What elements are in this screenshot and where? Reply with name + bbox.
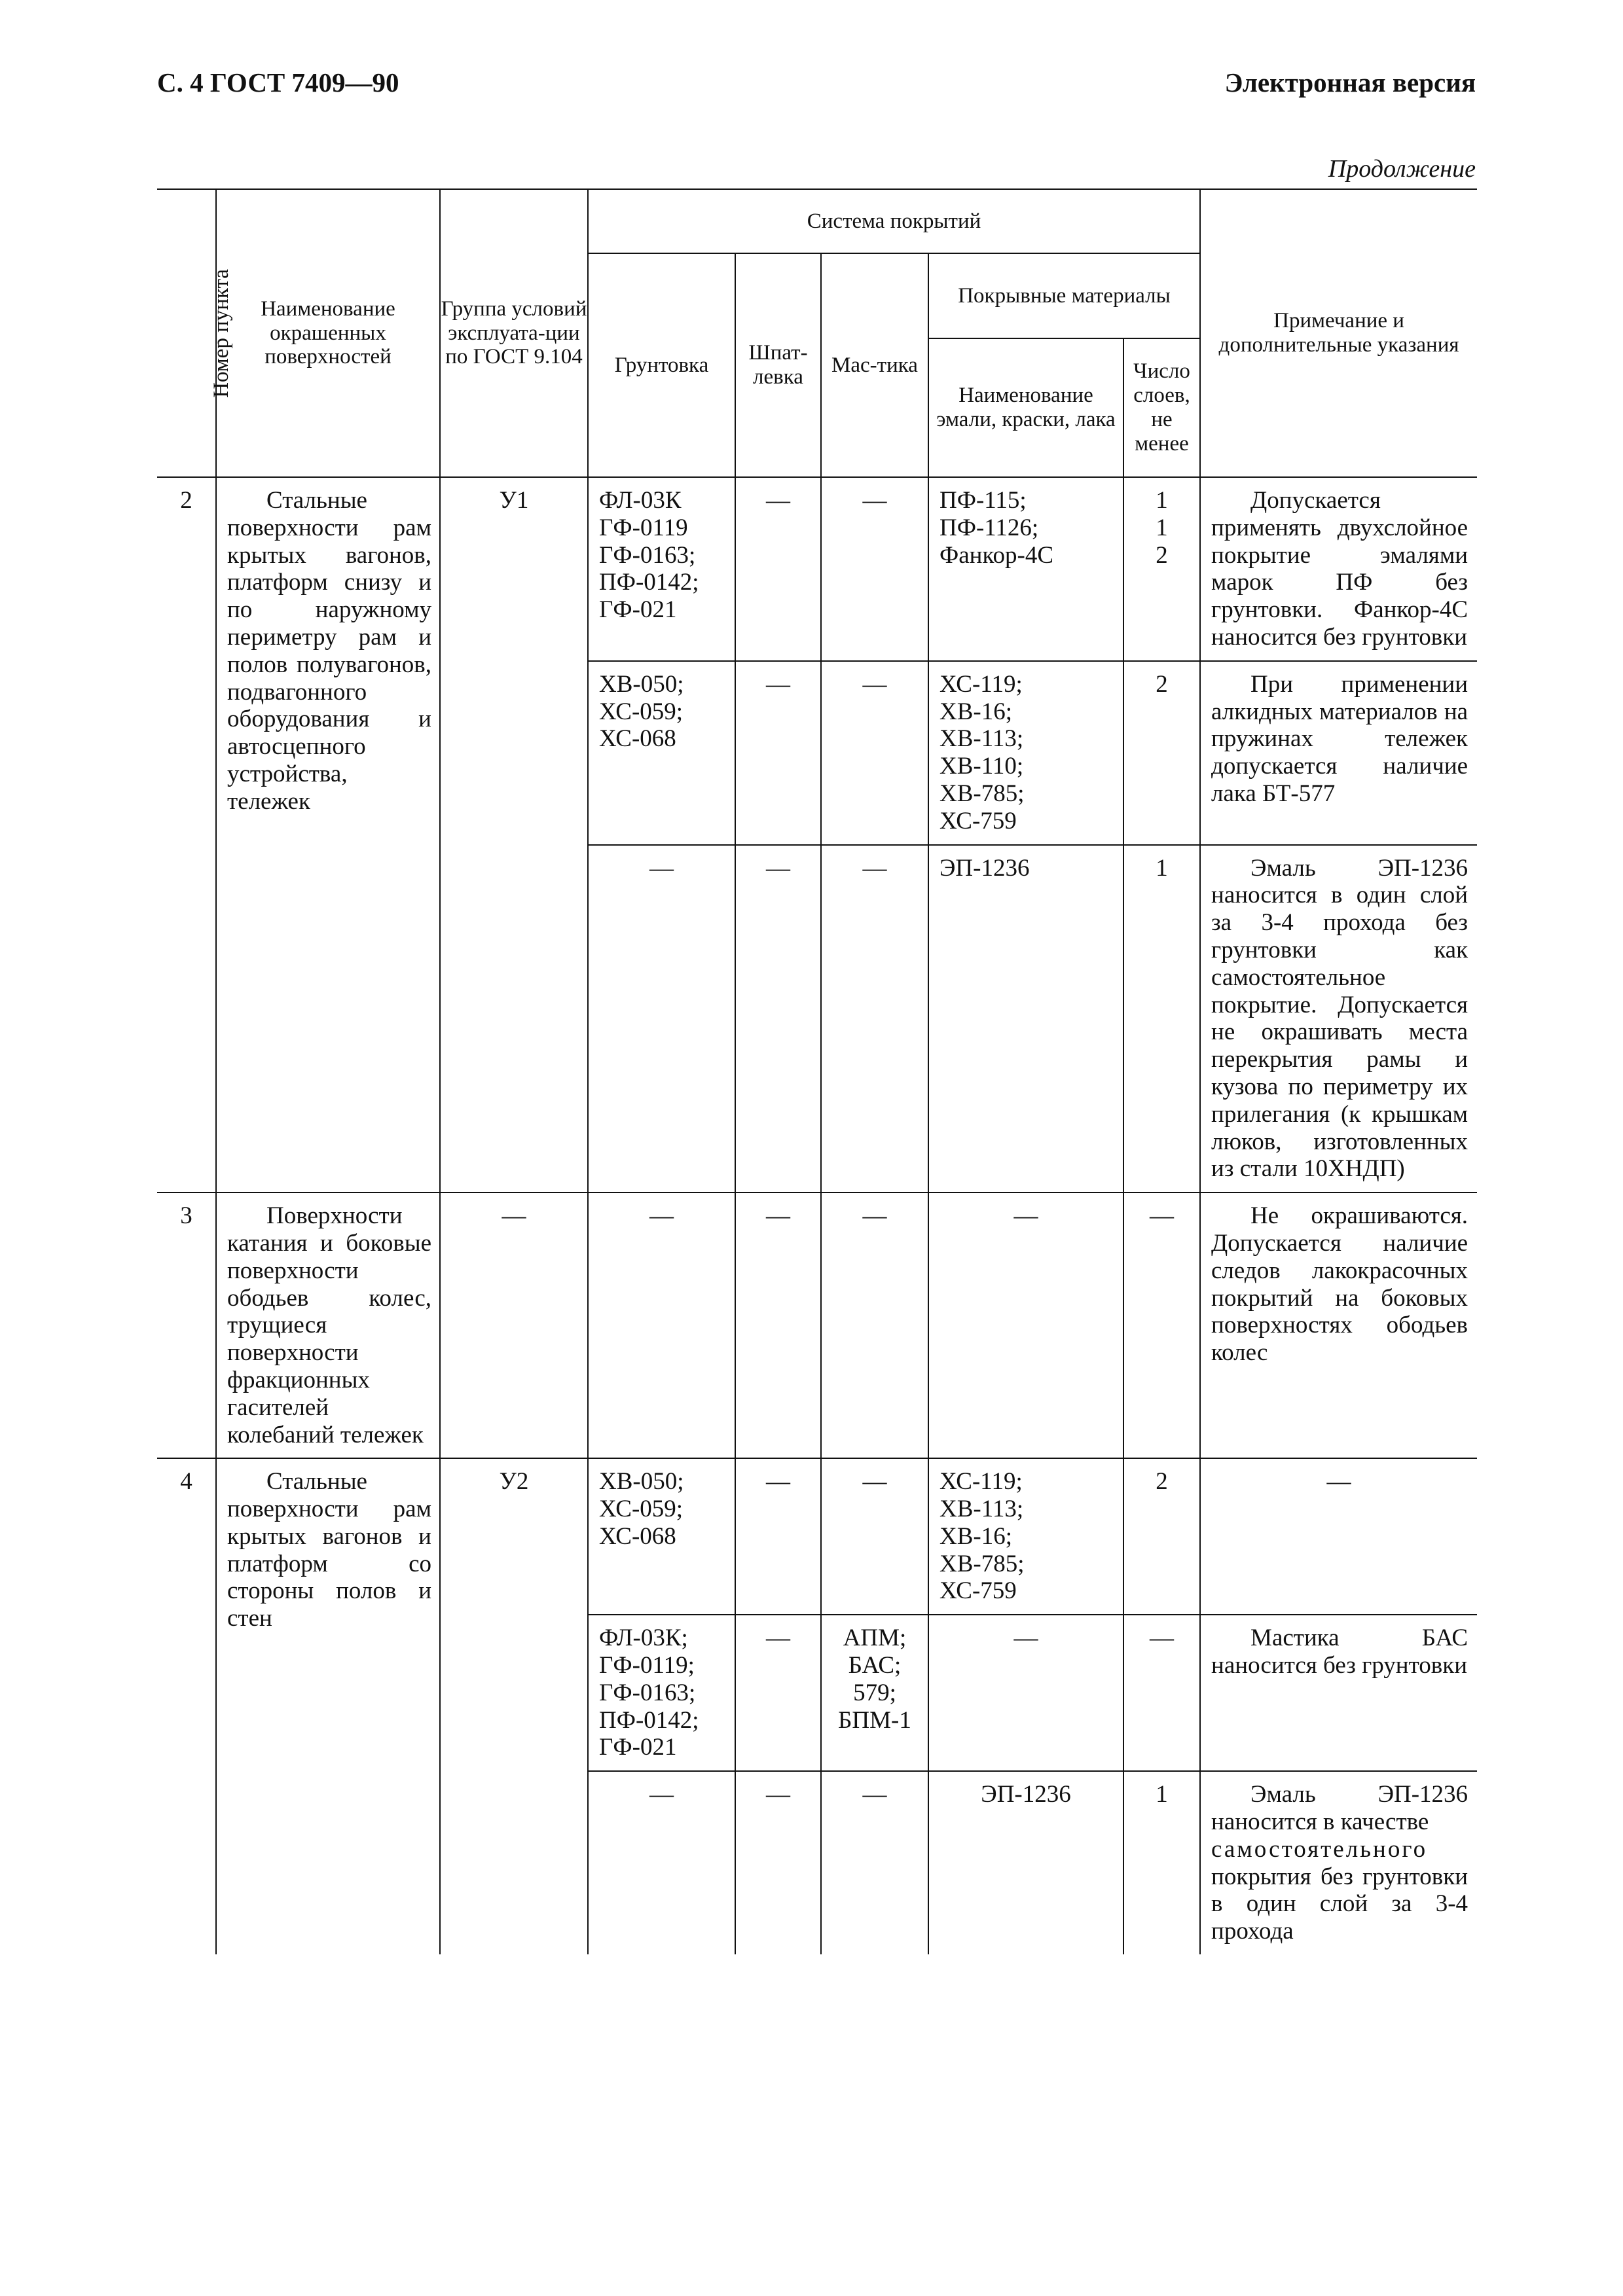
surface-name: Стальные поверхности рам крытых вагонов и платформ со стороны полов и стен xyxy=(216,1458,440,1954)
row-number: 4 xyxy=(157,1458,216,1954)
mastic-cell: — xyxy=(821,661,928,845)
coating-table xyxy=(157,188,1477,1954)
putty-cell: — xyxy=(735,477,821,661)
operating-group: У2 xyxy=(440,1458,588,1954)
col-material-name-header: Наименование эмали, краски, лака xyxy=(928,338,1123,477)
col-number-header: Номер пункта xyxy=(157,189,216,477)
primer-cell: ФЛ-03К ГФ-0119 ГФ-0163; ПФ-0142; ГФ-021 xyxy=(588,477,735,661)
note-cell: При применении алкидных материалов на пружинах тележек допускается наличие лака БТ-577 xyxy=(1200,661,1477,845)
col-layers-header: Число слоев, не менее xyxy=(1123,338,1200,477)
material-cell: ЭП-1236 xyxy=(928,845,1123,1193)
material-cell: ХС-119; ХВ-16; ХВ-113; ХВ-110; ХВ-785; ХС-759 xyxy=(928,661,1123,845)
putty-cell: — xyxy=(735,845,821,1193)
putty-cell: — xyxy=(735,1193,821,1458)
row-number: 2 xyxy=(157,477,216,1193)
material-cell: ХС-119; ХВ-113; ХВ-16; ХВ-785; ХС-759 xyxy=(928,1458,1123,1615)
layers-cell: 1 1 2 xyxy=(1123,477,1200,661)
operating-group: У1 xyxy=(440,477,588,1193)
row-number: 3 xyxy=(157,1193,216,1458)
note-cell: Не окрашиваются. Допускается наличие следов лакокрасочных покрытий на боковых поверхностях ободьев колес xyxy=(1200,1193,1477,1458)
layers-cell: 1 xyxy=(1123,1771,1200,1954)
layers-cell: — xyxy=(1123,1193,1200,1458)
mastic-cell: — xyxy=(821,1458,928,1615)
col-system-header: Система покрытий xyxy=(588,189,1200,253)
mastic-cell: АПМ; БАС; 579; БПМ-1 xyxy=(821,1615,928,1771)
primer-cell: — xyxy=(588,1771,735,1954)
primer-cell: ХВ-050; ХС-059; ХС-068 xyxy=(588,661,735,845)
col-surface-header: Наименование окрашенных поверхностей xyxy=(216,189,440,477)
primer-cell: ХВ-050; ХС-059; ХС-068 xyxy=(588,1458,735,1615)
table-row xyxy=(157,1193,1477,1458)
note-cell: Эмаль ЭП-1236 наносится в один слой за 3-4 прохода без грунтовки как самостоятельное покрытие. Допускается не окрашивать места перекрытия рамы и кузова по периметру их прилегания (к крышкам люков, изготовленных из стали 10ХНДП) xyxy=(1200,845,1477,1193)
continuation-label: Продолжение xyxy=(1328,155,1476,183)
mastic-cell: — xyxy=(821,1771,928,1954)
col-coating-materials-header: Покрывные материалы xyxy=(928,253,1200,338)
page-header-right: Электронная версия xyxy=(1224,67,1476,98)
col-primer-header: Грунтовка xyxy=(588,253,735,477)
material-cell: ПФ-115; ПФ-1126; Фанкор-4С xyxy=(928,477,1123,661)
putty-cell: — xyxy=(735,1615,821,1771)
primer-cell: ФЛ-03К; ГФ-0119; ГФ-0163; ПФ-0142; ГФ-021 xyxy=(588,1615,735,1771)
mastic-cell: — xyxy=(821,1193,928,1458)
primer-cell: — xyxy=(588,1193,735,1458)
note-cell: Допускается применять двухслойное покрытие эмалями марок ПФ без грунтовки. Фанкор-4С наносится без грунтовки xyxy=(1200,477,1477,661)
material-cell: ЭП-1236 xyxy=(928,1771,1123,1954)
material-cell: — xyxy=(928,1615,1123,1771)
layers-cell: 2 xyxy=(1123,1458,1200,1615)
table-row xyxy=(157,477,1477,661)
col-mastic-header: Мас-тика xyxy=(821,253,928,477)
note-cell: Эмаль ЭП-1236 наносится в качестве самостоятельного покрытия без грунтовки в один слой за 3-4 прохода xyxy=(1200,1771,1477,1954)
surface-name: Стальные поверхности рам крытых вагонов, платформ снизу и по наружному периметру рам и полов полувагонов, подвагонного оборудования и автосцепного устройства, тележек xyxy=(216,477,440,1193)
col-note-header: Примечание и дополнительные указания xyxy=(1200,189,1477,477)
putty-cell: — xyxy=(735,1771,821,1954)
operating-group: — xyxy=(440,1193,588,1458)
putty-cell: — xyxy=(735,1458,821,1615)
mastic-cell: — xyxy=(821,477,928,661)
table-row xyxy=(157,1458,1477,1615)
note-cell: Мастика БАС наносится без грунтовки xyxy=(1200,1615,1477,1771)
col-putty-header: Шпат-левка xyxy=(735,253,821,477)
layers-cell: 1 xyxy=(1123,845,1200,1193)
layers-cell: — xyxy=(1123,1615,1200,1771)
primer-cell: — xyxy=(588,845,735,1193)
surface-name: Поверхности катания и боковые поверхности ободьев колес, трущиеся поверхности фракционных гасителей колебаний тележек xyxy=(216,1193,440,1458)
putty-cell: — xyxy=(735,661,821,845)
note-cell: — xyxy=(1200,1458,1477,1615)
layers-cell: 2 xyxy=(1123,661,1200,845)
mastic-cell: — xyxy=(821,845,928,1193)
material-cell: — xyxy=(928,1193,1123,1458)
page-header-left: С. 4 ГОСТ 7409—90 xyxy=(157,67,399,98)
col-group-header: Группа условий эксплуата-ции по ГОСТ 9.104 xyxy=(440,189,588,477)
table-header xyxy=(157,189,1477,477)
